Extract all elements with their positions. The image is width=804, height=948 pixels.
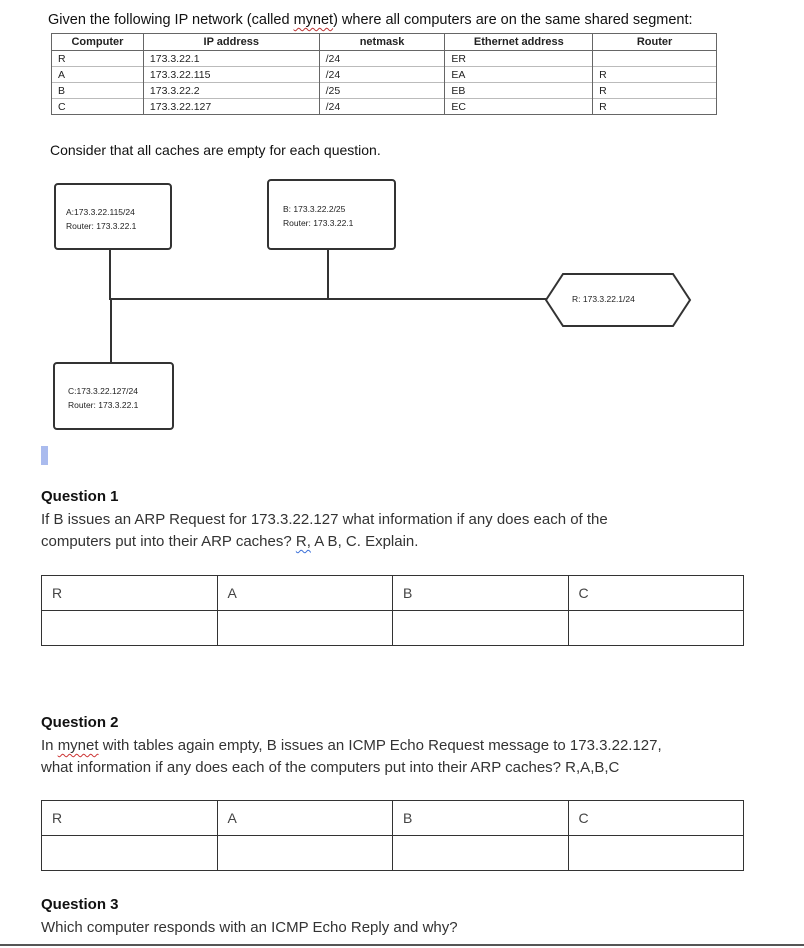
cell-ip: 173.3.22.115 <box>143 67 319 83</box>
col-header-router: Router <box>593 34 717 51</box>
table-row <box>52 83 717 99</box>
answer-header-c: C <box>568 576 744 611</box>
answer-header-r: R <box>42 576 218 611</box>
answer-cell-a[interactable] <box>217 836 393 871</box>
cell-computer: A <box>52 67 144 83</box>
answer-header-b: B <box>393 801 569 836</box>
page-bottom-rule <box>0 944 804 946</box>
host-a-box <box>54 183 172 250</box>
cell-computer: R <box>52 51 144 67</box>
col-header-computer: Computer <box>52 34 144 51</box>
intro-text: Given the following IP network (called mynet) where all computers are on the same shared segment: <box>48 12 693 28</box>
table-row <box>52 51 717 67</box>
text-cursor <box>41 446 48 465</box>
network-table-header <box>52 34 717 51</box>
answer-cell-b[interactable] <box>393 611 569 646</box>
cell-ethernet: EA <box>445 67 593 83</box>
cell-ip: 173.3.22.2 <box>143 83 319 99</box>
host-a-ip: A:173.3.22.115/24 <box>66 207 135 217</box>
question-1-text: If B issues an ARP Request for 173.3.22.127 what information if any does each of the computers put into their ARP caches? R, A B, C. Explain. <box>41 511 608 550</box>
answer-header-a: A <box>217 576 393 611</box>
host-b-box <box>267 179 396 250</box>
router-label: R: 173.3.22.1/24 <box>572 294 635 304</box>
col-header-ethernet: Ethernet address <box>445 34 593 51</box>
host-b-ip: B: 173.3.22.2/25 <box>283 204 346 214</box>
question-3-title: Question 3 <box>41 896 119 913</box>
cell-ethernet: ER <box>445 51 593 67</box>
cell-netmask: /25 <box>319 83 445 99</box>
host-a-drop <box>109 248 111 300</box>
cell-computer: C <box>52 99 144 115</box>
cell-netmask: /24 <box>319 67 445 83</box>
col-header-ip: IP address <box>143 34 319 51</box>
question-2-title: Question 2 <box>41 714 119 731</box>
host-c-drop <box>110 298 112 362</box>
cell-router <box>593 51 717 67</box>
answer-header-r: R <box>42 801 218 836</box>
question-1-answer-table <box>41 575 744 646</box>
answer-cell-r[interactable] <box>42 611 218 646</box>
answer-header-c: C <box>568 801 744 836</box>
host-a-router: Router: 173.3.22.1 <box>66 221 137 231</box>
network-table <box>51 33 717 115</box>
host-c-box <box>53 362 174 430</box>
cell-netmask: /24 <box>319 51 445 67</box>
cell-router: R <box>593 83 717 99</box>
table-row <box>42 611 744 646</box>
question-2-text: In mynet with tables again empty, B issues an ICMP Echo Request message to 173.3.22.127, what information if any does each of the computers put into their ARP caches? R,A,B,C <box>41 737 662 776</box>
host-c-ip: C:173.3.22.127/24 <box>68 386 138 396</box>
answer-cell-r[interactable] <box>42 836 218 871</box>
question-1-title: Question 1 <box>41 488 119 505</box>
cell-ip: 173.3.22.1 <box>143 51 319 67</box>
cell-router: R <box>593 67 717 83</box>
network-diagram <box>0 170 804 440</box>
table-row <box>42 801 744 836</box>
answer-cell-c[interactable] <box>568 836 744 871</box>
cell-ethernet: EC <box>445 99 593 115</box>
answer-cell-a[interactable] <box>217 611 393 646</box>
col-header-netmask: netmask <box>319 34 445 51</box>
question-2-answer-table <box>41 800 744 871</box>
table-row <box>42 836 744 871</box>
mynet-term: mynet <box>293 12 334 28</box>
answer-cell-c[interactable] <box>568 611 744 646</box>
question-3-text: Which computer responds with an ICMP Echo Reply and why? <box>41 919 458 936</box>
answer-cell-b[interactable] <box>393 836 569 871</box>
cell-router: R <box>593 99 717 115</box>
consider-text: Consider that all caches are empty for each question. <box>50 142 381 158</box>
table-row <box>52 99 717 115</box>
host-b-drop <box>327 248 329 300</box>
answer-header-a: A <box>217 801 393 836</box>
cell-ip: 173.3.22.127 <box>143 99 319 115</box>
answer-header-b: B <box>393 576 569 611</box>
cell-netmask: /24 <box>319 99 445 115</box>
cell-ethernet: EB <box>445 83 593 99</box>
host-c-router: Router: 173.3.22.1 <box>68 400 139 410</box>
table-row <box>52 67 717 83</box>
table-row <box>42 576 744 611</box>
host-b-router: Router: 173.3.22.1 <box>283 218 354 228</box>
cell-computer: B <box>52 83 144 99</box>
